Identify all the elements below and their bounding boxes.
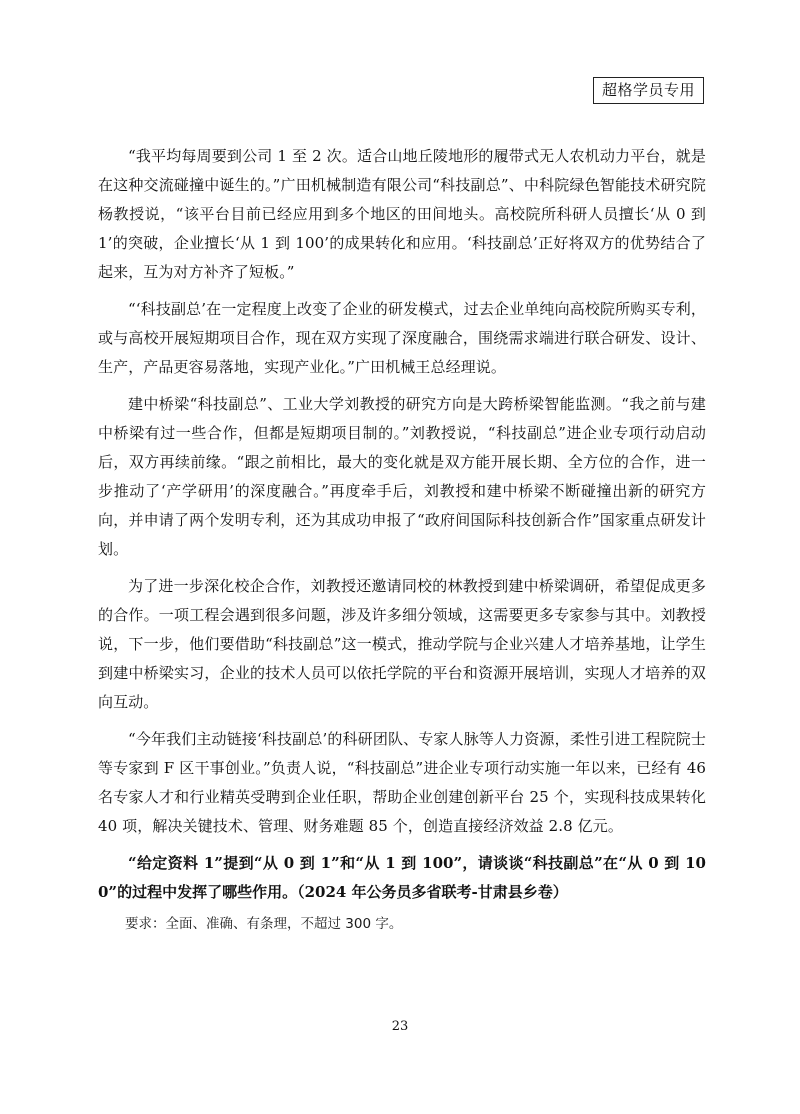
paragraph-5: “今年我们主动链接‘科技副总’的科研团队、专家人脉等人力资源，柔性引进工程院院士等专家到 F 区干事创业。”负责人说，“科技副总”进企业专项行动实施一年以来，已经有 46 名专家人才和行业精英受聘到企业任职，帮助企业创建创新平台 25 个，实现科技成果转化 40 项，解决关键技术、管理、财务难题 85 个，创造直接经济效益 2.8 亿元。 [98,730,706,835]
paragraph-3: 建中桥梁“科技副总”、工业大学刘教授的研究方向是大跨桥梁智能监测。“我之前与建中桥梁有过一些合作，但都是短期项目制的。”刘教授说，“科技副总”进企业专项行动启动后，双方再续前缘。“跟之前相比，最大的变化就是双方能开展长期、全方位的合作，进一步推动了‘产学研用’的深度融合。”再度牵手后，刘教授和建中桥梁不断碰撞出新的研究方向，并申请了两个发明专利，还为其成功申报了“政府间国际科技创新合作”国家重点研发计划。 [98,395,706,558]
paragraph-2: “‘科技副总’在一定程度上改变了企业的研发模式，过去企业单纯向高校院所购买专利，或与高校开展短期项目合作，现在双方实现了深度融合，围绕需求端进行联合研发、设计、生产，产品更容易落地，实现产业化。”广田机械王总经理说。 [98,300,706,376]
paragraph-4: 为了进一步深化校企合作，刘教授还邀请同校的林教授到建中桥梁调研，希望促成更多的合作。一项工程会遇到很多问题，涉及许多细分领域，这需要更多专家参与其中。刘教授说，下一步，他们要借助“科技副总”这一模式，推动学院与企业兴建人才培养基地，让学生到建中桥梁实习，企业的技术人员可以依托学院的平台和资源开展培训，实现人才培养的双向互动。 [98,577,706,711]
header-tag-box: 超格学员专用 [593,77,704,104]
page-number: 23 [391,1019,409,1034]
question-text: “给定资料 1”提到“从 0 到 1”和“从 1 到 100”，请谈谈“科技副总”在“从 0 到 100”的过程中发挥了哪些作用。（2024 年公务员多省联考-甘肃县乡卷） [98,854,706,901]
main-content [98,142,706,937]
paragraph-1: “我平均每周要到公司 1 至 2 次。适合山地丘陵地形的履带式无人农机动力平台，就是在这种交流碰撞中诞生的。”广田机械制造有限公司“科技副总”、中科院绿色智能技术研究院杨教授说，“该平台目前已经应用到多个地区的田间地头。高校院所科研人员擅长‘从 0 到 1’的突破，企业擅长‘从 1 到 100’的成果转化和应用。‘科技副总’正好将双方的优势结合了起来，互为对方补齐了短板。” [98,147,706,281]
requirement-text: 要求：全面、准确、有条理，不超过 300 字。 [125,916,403,932]
